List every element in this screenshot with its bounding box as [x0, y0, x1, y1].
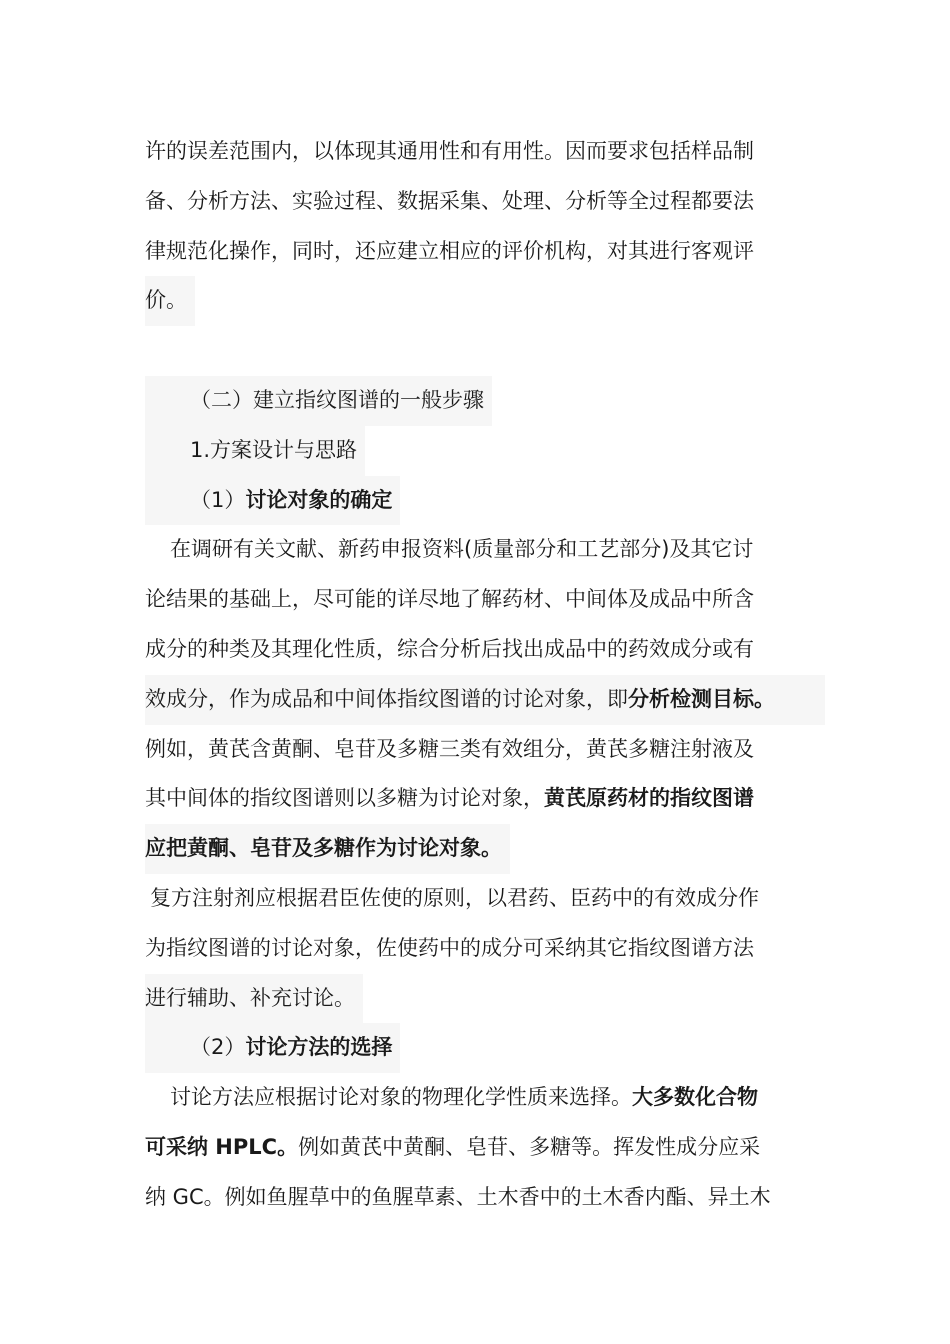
text-span: 其中间体的指纹图谱则以多糖为讨论对象， [145, 786, 544, 811]
subsection-heading-1 [145, 476, 825, 526]
text-span: 效成分，作为成品和中间体指纹图谱的讨论对象，即 [145, 686, 628, 711]
text-line [145, 974, 825, 1024]
subsection-heading-text [145, 1023, 400, 1073]
text-span: 复方注射剂应根据君臣佐使的原则，以君药、臣药中的有效成分作 [150, 885, 759, 910]
text-line [145, 525, 825, 575]
section-heading [145, 376, 825, 426]
text-line: 律规范化操作，同时，还应建立相应的评价机构，对其进行客观评 [145, 238, 754, 263]
subsection-heading-2 [145, 1023, 825, 1073]
subsection-title: 讨论对象的确定 [245, 487, 393, 512]
text-line [145, 874, 825, 924]
bold-text: 应把黄酮、皂苷及多糖作为讨论对象。 [145, 824, 510, 874]
blank-line [145, 326, 825, 376]
text-span: 进行辅助、补充讨论。 [145, 974, 363, 1024]
subsection-title: 讨论方法的选择 [245, 1035, 393, 1060]
text-line: 例如，黄芪含黄酮、皂苷及多糖三类有效组分，黄芪多糖注射液及 [145, 736, 754, 761]
text-line [145, 675, 825, 725]
bold-text: 大多数化合物 [632, 1085, 758, 1110]
text-line: 备、分析方法、实验过程、数据采集、处理、分析等全过程都要法 [145, 188, 754, 213]
text-line [145, 1123, 825, 1173]
text-line [145, 276, 825, 326]
paragraph-research-object [145, 525, 825, 874]
bold-text: 可采纳 HPLC。 [145, 1134, 299, 1159]
text-line [145, 1073, 825, 1123]
text-line: 成分的种类及其理化性质，综合分析后找出成品中的药效成分或有 [145, 636, 754, 661]
text-line: 许的误差范围内，以体现其通用性和有用性。因而要求包括样品制 [145, 139, 754, 163]
paragraph-intro [145, 127, 825, 326]
document-body [145, 127, 825, 1223]
bold-text: 分析检测目标。 [628, 686, 775, 711]
step-heading [145, 426, 825, 476]
text-span: 价。 [145, 276, 195, 326]
text-line: 论结果的基础上，尽可能的详尽地了解药材、中间体及成品中所含 [145, 587, 754, 612]
paragraph-method-selection [145, 1073, 825, 1222]
text-line [145, 824, 825, 874]
text-span: 在调研有关文献、新药申报资料(质量部分和工艺部分)及其它讨 [170, 537, 754, 562]
section-heading-text: （二）建立指纹图谱的一般步骤 [145, 376, 492, 426]
subsection-number: （2） [190, 1035, 246, 1060]
text-line: 纳 GC。例如鱼腥草中的鱼腥草素、土木香中的土木香内酯、异土木 [145, 1184, 771, 1209]
text-span: 例如黄芪中黄酮、皂苷、多糖等。挥发性成分应采 [298, 1134, 761, 1159]
subsection-number: （1） [190, 487, 246, 512]
text-span: 讨论方法应根据讨论对象的物理化学性质来选择。 [170, 1085, 632, 1110]
text-line [145, 774, 825, 824]
subsection-heading-text [145, 476, 400, 526]
bold-text: 黄芪原药材的指纹图谱 [544, 786, 754, 811]
text-line: 为指纹图谱的讨论对象，佐使药中的成分可采纳其它指纹图谱方法 [145, 935, 754, 960]
paragraph-compound-injection [145, 874, 825, 1023]
step-heading-text: 1.方案设计与思路 [145, 426, 365, 476]
